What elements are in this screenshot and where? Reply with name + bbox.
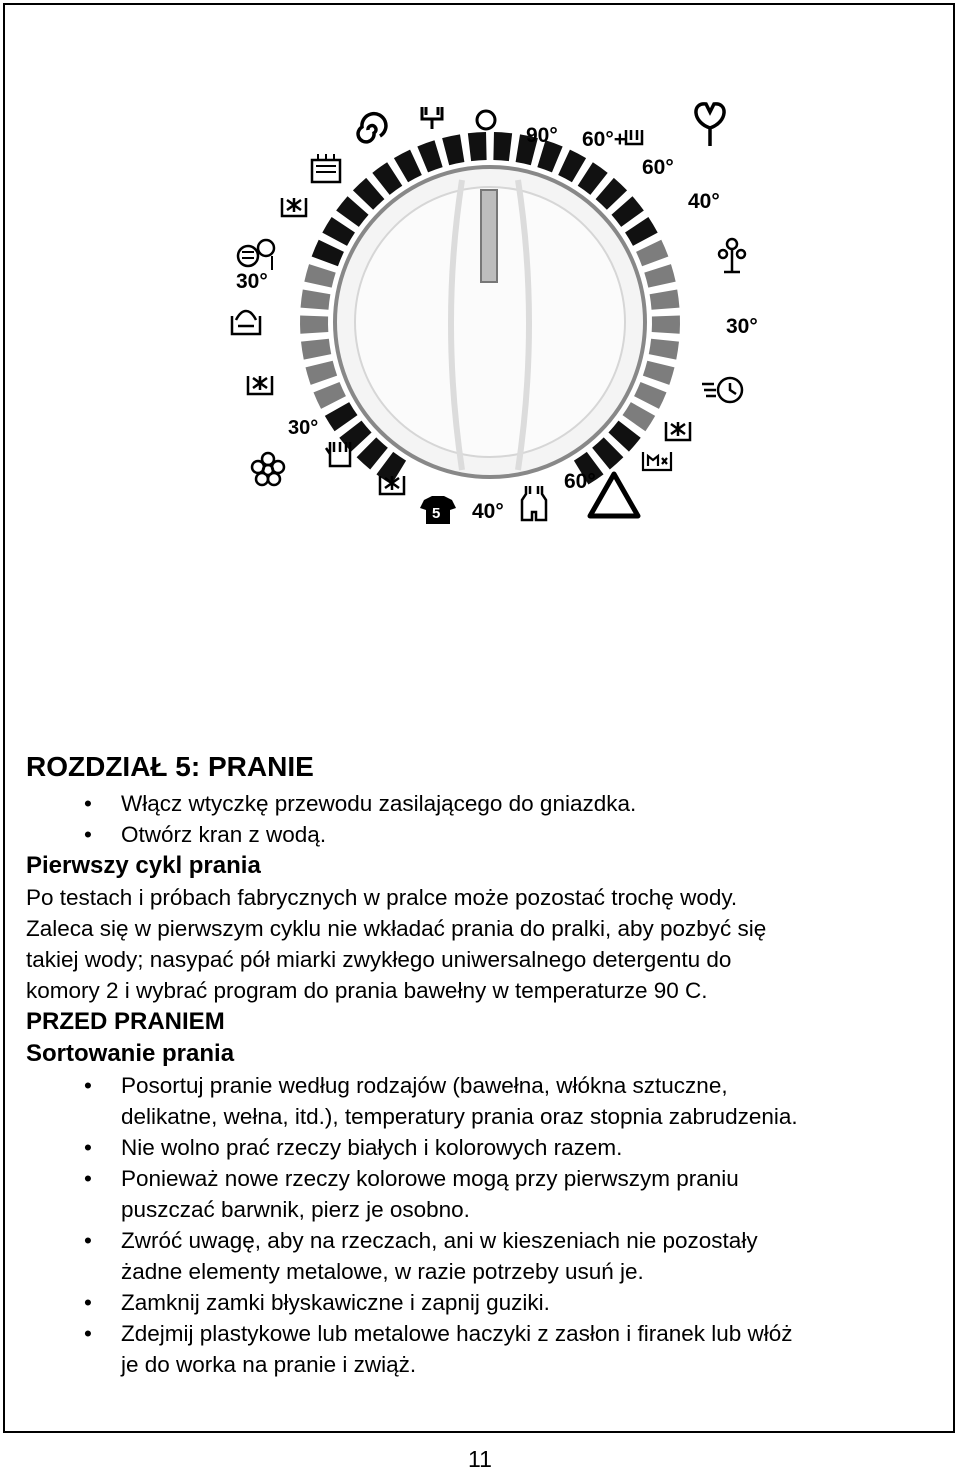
prewash-tub-icon xyxy=(626,130,642,144)
first-cycle-text: Po testach i próbach fabrycznych w pralce może pozostać trochę wody. Zaleca się w pierwszym cyklu nie wkładać prania do pralki, aby pozbyć się takiej wody; nasypać pół miarki zwykłego uniwersalnego detergentu do komory 2 i wybrać program do prania bawełny w temperaturze 90 C. xyxy=(26,885,767,1003)
dial-segment xyxy=(372,162,402,195)
sorting-list xyxy=(26,1070,926,1380)
section-title: ROZDZIAŁ 5: PRANIE xyxy=(26,751,314,782)
dial-segment xyxy=(306,361,338,385)
synthetic-icon xyxy=(238,240,274,270)
temp-60-bottom: 60° xyxy=(564,470,596,493)
list-item: • Zamknij zamki błyskawiczne i zapnij guziki. xyxy=(26,1287,926,1318)
first-cycle-heading: Pierwszy cykl prania xyxy=(26,852,261,879)
dial-segment xyxy=(394,150,422,183)
dial-segment xyxy=(313,382,345,409)
bullet: • xyxy=(84,1228,92,1253)
dial-segment xyxy=(322,217,355,246)
wool-icon xyxy=(643,452,671,470)
dial-segment xyxy=(643,361,675,385)
dial-segment xyxy=(625,217,658,246)
dial-segment xyxy=(417,140,442,172)
bullet: • xyxy=(84,1166,92,1191)
dial-segment xyxy=(611,196,643,227)
hand-wash-icon xyxy=(232,311,260,334)
bullet: • xyxy=(84,1135,92,1160)
spiral-spin-icon xyxy=(358,114,386,142)
dial-segment xyxy=(357,437,388,469)
dial-segment xyxy=(301,289,331,309)
dial-segment xyxy=(353,178,384,210)
shirt-icon xyxy=(420,496,456,524)
program-dial[interactable] xyxy=(210,90,770,550)
dial-segment xyxy=(634,382,666,409)
bullet: • xyxy=(84,1290,92,1315)
rinse-icon xyxy=(666,422,690,440)
dial-segment xyxy=(336,196,368,227)
prewash-tub-icon xyxy=(312,154,340,182)
hand-wash-icon xyxy=(326,442,350,466)
dial-segment xyxy=(623,402,656,431)
bullet: • xyxy=(84,1321,92,1346)
section-content xyxy=(26,748,926,1380)
cotton-flower-icon xyxy=(696,104,724,146)
quick-timer-icon xyxy=(702,378,742,402)
dial-segment xyxy=(596,178,627,210)
dial-segment xyxy=(312,240,344,266)
list-item: • Nie wolno prać rzeczy białych i kolorowych razem. xyxy=(26,1132,926,1163)
bullet: • xyxy=(84,1073,92,1098)
dial-segment xyxy=(304,264,335,288)
list-item: • Zwróć uwagę, aby na rzeczach, ani w kieszeniach nie pozostały żadne elementy metalowe, w razie potrzeby usuń je. xyxy=(26,1225,926,1287)
list-item: • Ponieważ nowe rzeczy kolorowe mogą przy pierwszym praniu puszczać barwnik, pierz je osobno. xyxy=(26,1163,926,1225)
dial-segment xyxy=(650,289,680,309)
temp-40-bottom: 40° xyxy=(472,500,504,523)
dial-segment xyxy=(649,339,679,360)
dial-segment xyxy=(644,264,675,288)
rinse-icon xyxy=(282,198,306,216)
temp-40: 40° xyxy=(688,190,720,213)
list-item: • Posortuj pranie według rodzajów (bawełna, włókna sztuczne, delikatne, wełna, itd.), temperatury prania oraz stopnia zabrudzenia. xyxy=(26,1070,926,1132)
temp-30-right: 30° xyxy=(726,315,758,338)
before-washing-heading: PRZED PRANIEM xyxy=(26,1008,225,1035)
temp-90: 90° xyxy=(526,124,558,147)
delicate-flower-icon xyxy=(252,453,284,485)
shirt-number: 5 xyxy=(432,505,441,522)
dial-segment xyxy=(468,132,487,161)
temp-60-prewash: 60°+ xyxy=(582,128,627,151)
bullet: • xyxy=(84,791,92,816)
bleach-triangle-icon xyxy=(590,474,638,516)
temp-30-left: 30° xyxy=(236,270,268,293)
dial-segment xyxy=(301,339,331,360)
temp-60: 60° xyxy=(642,156,674,179)
dial-segment xyxy=(652,316,680,334)
temp-30-lower: 30° xyxy=(288,417,319,439)
bullet: • xyxy=(84,822,92,847)
dial-segment xyxy=(325,402,358,431)
rinse-icon xyxy=(248,376,272,394)
synthetic-icon xyxy=(719,239,745,272)
dial-segment xyxy=(608,421,640,452)
intro-list xyxy=(26,788,926,850)
baby-clothes-icon xyxy=(522,486,546,520)
list-item: • Zdejmij plastykowe lub metalowe haczyki z zasłon i firanek lub włóż je do worka na pranie i zwiąż. xyxy=(26,1318,926,1380)
drain-icon xyxy=(422,107,442,129)
dial-segment xyxy=(578,162,608,195)
sorting-heading: Sortowanie prania xyxy=(26,1040,235,1067)
list-item: • Otwórz kran z wodą. xyxy=(26,819,926,850)
dial-segment xyxy=(493,132,512,161)
dial-segment xyxy=(592,437,623,469)
dial-segment xyxy=(558,150,586,183)
dial-segment xyxy=(636,240,668,266)
dial-segment xyxy=(442,134,464,165)
list-item: • Włącz wtyczkę przewodu zasilającego do gniazdka. xyxy=(26,788,926,819)
dial-segment xyxy=(339,421,371,452)
page-number: 11 xyxy=(468,1446,492,1472)
dial-pointer xyxy=(481,190,497,282)
off-circle-icon xyxy=(477,111,495,129)
dial-segment xyxy=(300,316,328,334)
